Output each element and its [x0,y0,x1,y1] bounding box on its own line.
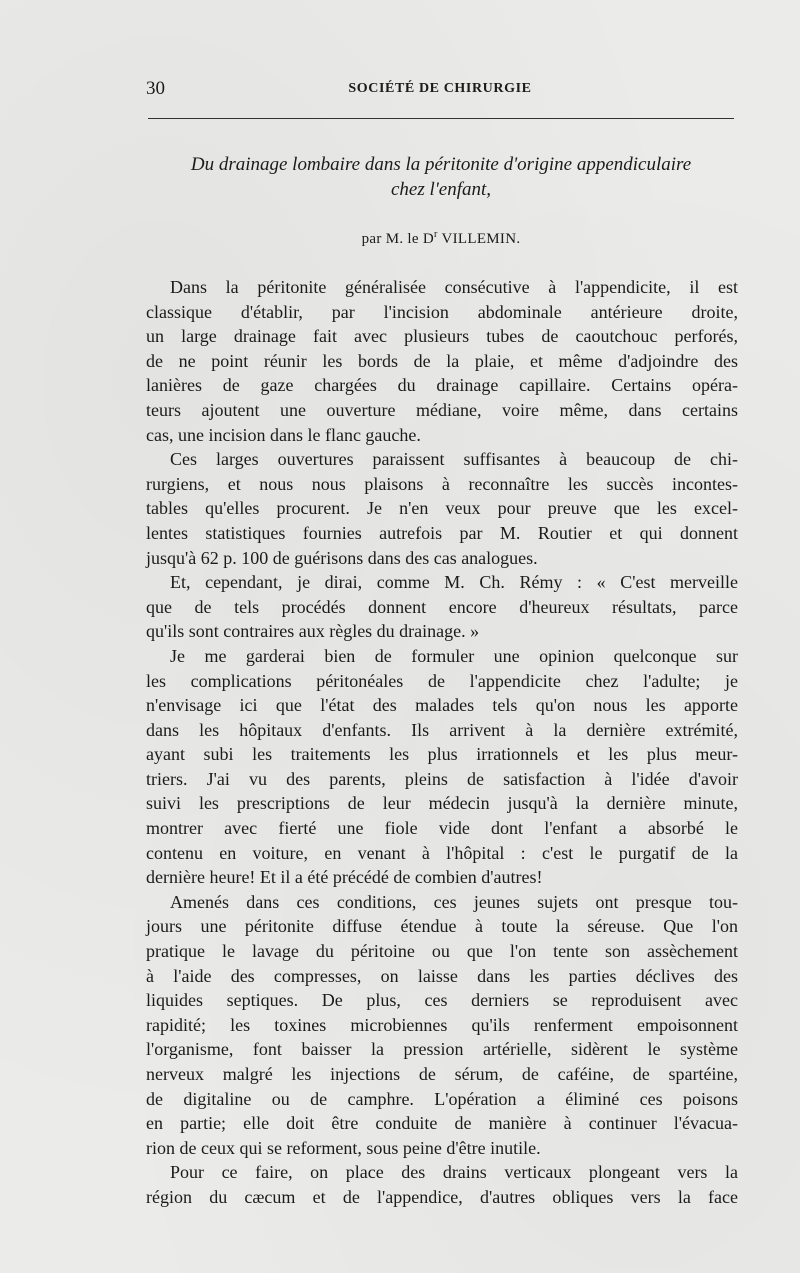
text-line: Pour ce faire, on place des drains verticaux plongeant vers la [170,1162,738,1183]
text-line: nerveux malgré les injections de sérum, de caféine, de spartéine, [146,1064,738,1084]
text-line: de digitaline ou de camphre. L'opération a éliminé ces poisons [146,1088,738,1109]
text-line: de ne point réunir les bords de la plaie, et même d'adjoindre des [146,350,738,371]
text-line: que de tels procédés donnent encore d'heureux résultats, parce [146,596,738,617]
text-line: en partie; elle doit être conduite de manière à continuer l'évacua- [146,1113,738,1134]
text-line: lentes statistiques fournies autrefois par M. Routier et qui donnent [146,522,738,543]
text-line: tables qu'elles procurent. Je n'en veux pour preuve que les excel- [146,498,738,519]
paragraph [146,570,738,644]
paragraph [146,1160,738,1209]
byline-prefix: par M. le D [361,231,435,247]
text-line: l'organisme, font baisser la pression artérielle, sidèrent le système [146,1039,738,1060]
page-number: 30 [146,78,165,99]
text-line: contenu en voiture, en venant à l'hôpital : c'est le purgatif de la [146,842,738,863]
text-line: qu'ils sont contraires aux règles du drainage. » [146,621,480,642]
text-line: n'envisage ici que l'état des malades tels qu'on nous les apporte [146,695,738,716]
text-line: lanières de gaze chargées du drainage capillaire. Certains opéra- [146,375,738,396]
journal-title: SOCIÉTÉ DE CHIRURGIE [348,81,532,96]
text-line: rapidité; les toxines microbiennes qu'ils renferment empoisonnent [146,1014,738,1035]
header-rule [148,118,734,119]
text-line: rurgiens, et nous nous plaisons à reconnaître les succès incontes- [146,473,738,494]
text-line: Ces larges ouvertures paraissent suffisantes à beaucoup de chi- [170,449,738,470]
text-line: suivi les prescriptions de leur médecin jusqu'à la dernière minute, [146,793,738,814]
article-title [146,152,736,202]
text-line: ayant subi les traitements les plus irrationnels et les plus meur- [146,744,738,765]
text-line: classique d'établir, par l'incision abdominale antérieure droite, [146,301,738,322]
paragraph [146,275,738,447]
author-byline [146,229,736,248]
text-line: à l'aide des compresses, on laisse dans les parties déclives des [146,965,738,986]
article-title-line-2: chez l'enfant, [390,179,492,200]
text-line: les complications péritonéales de l'appendicite chez l'adulte; je [146,670,738,691]
paragraph [146,447,738,570]
text-line: triers. J'ai vu des parents, pleins de satisfaction à l'idée d'avoir [146,768,738,789]
article-title-line-1: Du drainage lombaire dans la péritonite d'origine appendiculaire [190,154,692,175]
text-line: pratique le lavage du péritoine ou que l'on tente son assèchement [146,941,738,962]
text-line: dernière heure! Et il a été précédé de combien d'autres! [146,867,543,888]
text-line: dans les hôpitaux d'enfants. Ils arrivent à la dernière extrémité, [146,719,738,740]
text-line: liquides septiques. De plus, ces derniers se reproduisent avec [146,990,738,1011]
running-head [146,78,734,102]
byline-author-name: VILLEMIN. [437,231,521,247]
byline-superscript: r [434,229,438,240]
text-line: un large drainage fait avec plusieurs tubes de caoutchouc perforés, [146,326,738,347]
text-line: Et, cependant, je dirai, comme M. Ch. Rémy : « C'est merveille [170,572,738,593]
paragraph [146,890,738,1161]
text-line: région du cæcum et de l'appendice, d'autres obliques vers la face [146,1186,738,1207]
text-line: cas, une incision dans le flanc gauche. [146,424,421,445]
paragraph [146,644,738,890]
text-line: montrer avec fierté une fiole vide dont l'enfant a absorbé le [146,818,738,839]
text-line: teurs ajoutent une ouverture médiane, voire même, dans certains [146,399,738,420]
article-body [146,275,738,1210]
text-line: Amenés dans ces conditions, ces jeunes sujets ont presque tou- [170,891,738,912]
text-line: jusqu'à 62 p. 100 de guérisons dans des cas analogues. [146,547,538,568]
text-line: rion de ceux qui se reforment, sous peine d'être inutile. [146,1137,541,1158]
text-line: Je me garderai bien de formuler une opinion quelconque sur [170,645,738,666]
text-line: jours une péritonite diffuse étendue à toute la séreuse. Que l'on [146,916,738,937]
text-line: Dans la péritonite généralisée consécutive à l'appendicite, il est [170,277,738,297]
